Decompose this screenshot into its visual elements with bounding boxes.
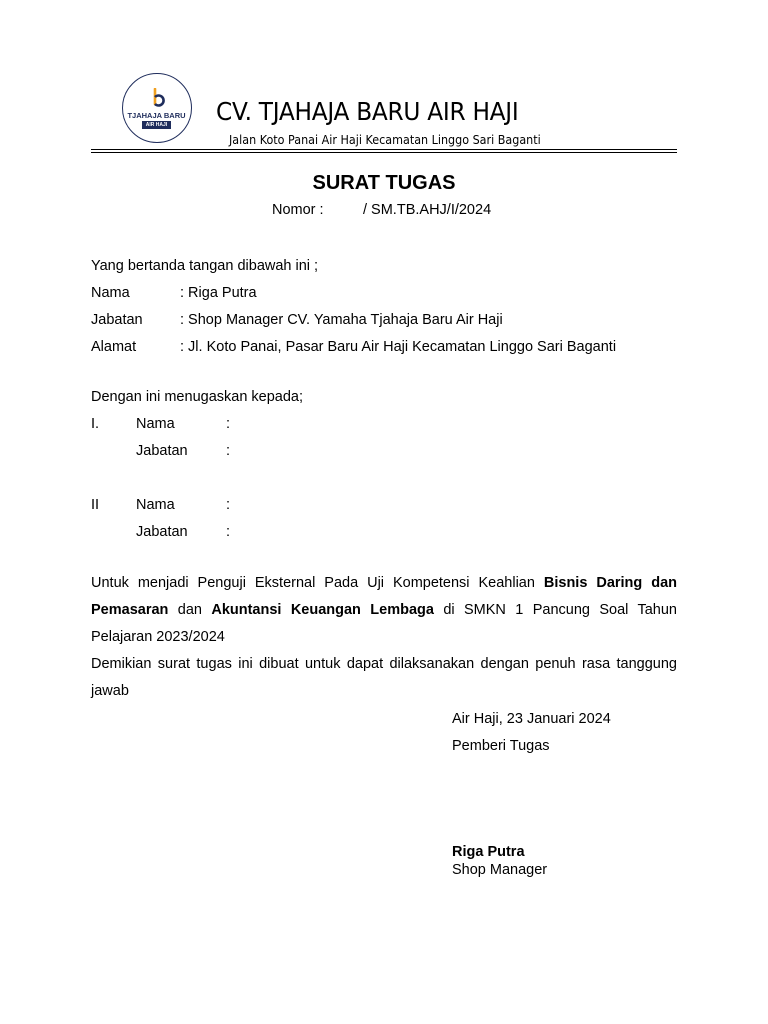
body-p1-mid: dan (168, 602, 212, 618)
logo-name: TJAHAJA BARU (127, 111, 186, 120)
company-name: CV. TJAHAJA BARU AIR HAJI (216, 97, 519, 126)
assignee-1-name-label: Nama (136, 416, 175, 432)
header-rule-top (91, 149, 677, 150)
signer-address-label: Alamat (91, 339, 137, 355)
assignee-2-position-label: Jabatan (136, 524, 188, 540)
company-logo (122, 73, 192, 143)
header-rule-bottom (91, 152, 677, 153)
body-p1-text: Untuk menjadi Penguji Eksternal Pada Uji Kompetensi Keahlian (91, 575, 544, 591)
signature-name: Riga Putra (452, 844, 525, 860)
assignee-2-number: II (91, 497, 100, 513)
intro-text: Yang bertanda tangan dibawah ini ; (91, 258, 319, 274)
assignee-2-position-colon: : (226, 524, 231, 540)
nomor-value: / SM.TB.AHJ/I/2024 (363, 202, 492, 218)
signer-name-label: Nama (91, 285, 130, 301)
place-date: Air Haji, 23 Januari 2024 (452, 711, 611, 727)
letter-title: SURAT TUGAS (312, 172, 456, 194)
body-paragraph-1 (91, 570, 677, 651)
assignee-1-name-colon: : (226, 416, 231, 432)
logo-b-icon (149, 88, 169, 108)
assignee-2-name-colon: : (226, 497, 231, 513)
body-p1-end: di SMKN 1 Pancung Soal Tahun Pelajaran 2023/2024 (91, 602, 677, 645)
signer-address-value: : Jl. Koto Panai, Pasar Baru Air Haji Kecamatan Linggo Sari Baganti (180, 339, 617, 355)
signer-name-value: : Riga Putra (180, 285, 257, 301)
signer-role: Pemberi Tugas (452, 738, 550, 754)
skill-1: Bisnis Daring dan Pemasaran (91, 575, 677, 618)
assignee-2-name-label: Nama (136, 497, 175, 513)
logo-sub: AIR HAJI (142, 121, 171, 129)
assignee-1-position-colon: : (226, 443, 231, 459)
skill-2: Akuntansi Keuangan Lembaga (211, 602, 434, 618)
assignee-1-number: I. (91, 416, 100, 432)
assignee-1-position-label: Jabatan (136, 443, 188, 459)
body-paragraph-2: Demikian surat tugas ini dibuat untuk dapat dilaksanakan dengan penuh rasa tanggung jawab (91, 656, 677, 699)
company-address: Jalan Koto Panai Air Haji Kecamatan Linggo Sari Baganti (229, 133, 541, 147)
assign-intro: Dengan ini menugaskan kepada; (91, 389, 304, 405)
signer-position-value: : Shop Manager CV. Yamaha Tjahaja Baru Air Haji (180, 312, 503, 328)
nomor-label: Nomor : (272, 202, 324, 218)
signer-position-label: Jabatan (91, 312, 143, 328)
signature-position: Shop Manager (452, 862, 548, 878)
